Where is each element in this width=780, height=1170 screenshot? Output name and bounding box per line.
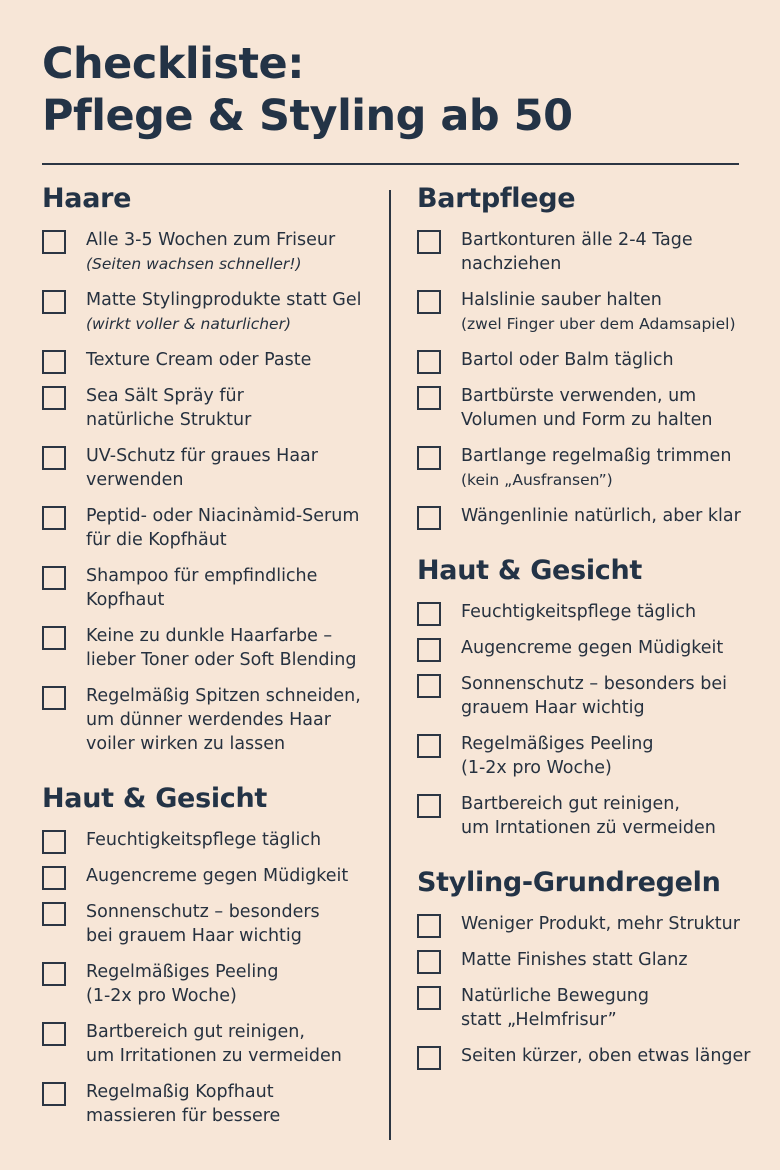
checkbox[interactable] <box>42 446 66 470</box>
checkbox[interactable] <box>42 686 66 710</box>
checkbox[interactable] <box>417 986 441 1010</box>
checklist-item[interactable] <box>42 624 382 672</box>
checklist-item[interactable] <box>42 384 382 432</box>
checkbox[interactable] <box>42 566 66 590</box>
item-text-line-1: Regelmäßig Spitzen schneiden, <box>86 686 361 706</box>
checklist-item[interactable] <box>42 444 382 492</box>
item-text-line-2: natürliche Struktur <box>86 410 252 430</box>
item-note: (Seiten wachsen schneller!) <box>86 255 302 273</box>
item-text-line-2: massieren für bessere <box>86 1106 281 1126</box>
right-column <box>417 182 757 1080</box>
item-text: Feuchtigkeitspflege täglich <box>461 602 697 622</box>
item-text-line-1: Bartkonturen älle 2-4 Tage <box>461 230 693 250</box>
checklist-item[interactable] <box>417 504 757 528</box>
checkbox[interactable] <box>417 1046 441 1070</box>
checklist-item[interactable] <box>417 912 757 936</box>
item-text: Weniger Produkt, mehr Struktur <box>461 914 740 934</box>
item-text-line-2: (1-2x pro Woche) <box>86 986 237 1006</box>
item-text-line-3: voiler wirken zu lassen <box>86 734 286 754</box>
checklist-item[interactable] <box>417 444 757 492</box>
checklist-item[interactable] <box>417 792 757 840</box>
column-divider <box>389 190 391 1140</box>
item-text-line-2: Kopfhaut <box>86 590 165 610</box>
item-text-line-2: um dünner werdendes Haar <box>86 710 331 730</box>
item-text-line-1: UV-Schutz für graues Haar <box>86 446 318 466</box>
checkbox[interactable] <box>417 350 441 374</box>
title-rule <box>42 163 739 165</box>
item-text-line-2: grauem Haar wichtig <box>461 698 645 718</box>
item-text-line-2: bei grauem Haar wichtig <box>86 926 302 946</box>
item-text-line-1: Bartbereich gut reinigen, <box>461 794 680 814</box>
checkbox[interactable] <box>417 386 441 410</box>
item-text-line-2: lieber Toner oder Soft Blending <box>86 650 357 670</box>
item-text: Seiten kürzer, oben etwas länger <box>461 1046 751 1066</box>
item-text-line-1: Regelmäßiges Peeling <box>461 734 654 754</box>
left-column <box>42 182 382 1140</box>
section-title-haare: Haare <box>42 183 132 214</box>
item-text: Alle 3-5 Wochen zum Friseur <box>86 230 336 250</box>
checklist-item[interactable] <box>417 228 757 276</box>
checklist-item[interactable] <box>42 864 382 888</box>
checkbox[interactable] <box>417 290 441 314</box>
item-note: (zwel Finger uber dem Adamsapiel) <box>461 315 736 333</box>
checklist-item[interactable] <box>417 732 757 780</box>
checkbox[interactable] <box>417 230 441 254</box>
item-text-line-1: Sea Sält Spräy für <box>86 386 244 406</box>
checkbox[interactable] <box>417 950 441 974</box>
item-text: Bartol oder Balm täglich <box>461 350 674 370</box>
item-text-line-1: Sonnenschutz – besonders bei <box>461 674 727 694</box>
checkbox[interactable] <box>42 506 66 530</box>
item-text-line-1: Bartbürste verwenden, um <box>461 386 697 406</box>
title-line-2: Pflege & Styling ab 50 <box>42 91 573 141</box>
title-line-1: Checkliste: <box>42 39 304 89</box>
item-text-line-2: (1-2x pro Woche) <box>461 758 612 778</box>
section-title-haut-right: Haut & Gesicht <box>417 555 643 586</box>
checklist-item[interactable] <box>42 1020 382 1068</box>
item-text: Augencreme gegen Müdigkeit <box>461 638 724 658</box>
checklist-item[interactable] <box>42 684 382 756</box>
item-text-line-1: Peptid- oder Niacinàmid-Serum <box>86 506 360 526</box>
checklist-item[interactable] <box>42 228 382 276</box>
item-text-line-1: Keine zu dunkle Haarfarbe – <box>86 626 333 646</box>
checkbox[interactable] <box>42 902 66 926</box>
checklist-item[interactable] <box>42 960 382 1008</box>
checklist-item[interactable] <box>42 900 382 948</box>
checklist-item[interactable] <box>417 1044 757 1068</box>
item-note: (kein „Ausfransen”) <box>461 471 613 489</box>
item-text: Matte Stylingprodukte statt Gel <box>86 290 362 310</box>
checkbox[interactable] <box>42 350 66 374</box>
checklist-item[interactable] <box>417 288 757 336</box>
item-text: Wängenlinie natürlich, aber klar <box>461 506 741 526</box>
item-text: Matte Finishes statt Glanz <box>461 950 688 970</box>
checklist-item[interactable] <box>417 348 757 372</box>
item-text-line-2: Volumen und Form zu halten <box>461 410 713 430</box>
checklist-item[interactable] <box>417 948 757 972</box>
checklist-item[interactable] <box>417 672 757 720</box>
checkbox[interactable] <box>417 734 441 758</box>
checkbox[interactable] <box>42 290 66 314</box>
checkbox[interactable] <box>417 602 441 626</box>
checkbox[interactable] <box>417 446 441 470</box>
checklist-item[interactable] <box>417 636 757 660</box>
item-note: (wirkt voller & naturlicher) <box>86 315 292 333</box>
checkbox[interactable] <box>42 1022 66 1046</box>
checklist-item[interactable] <box>417 384 757 432</box>
checklist-item[interactable] <box>417 984 757 1032</box>
checkbox[interactable] <box>42 626 66 650</box>
checklist-item[interactable] <box>417 600 757 624</box>
item-text-line-1: Regelmäßiges Peeling <box>86 962 279 982</box>
checkbox[interactable] <box>417 638 441 662</box>
item-text: Halslinie sauber halten <box>461 290 662 310</box>
checkbox[interactable] <box>42 962 66 986</box>
checklist-item[interactable] <box>42 288 382 336</box>
item-text-line-2: um Irntationen zü vermeiden <box>461 818 716 838</box>
checkbox[interactable] <box>417 674 441 698</box>
page-title <box>42 38 573 142</box>
checklist-item[interactable] <box>42 828 382 852</box>
item-text: Feuchtigkeitspflege täglich <box>86 830 322 850</box>
section-title-bartpflege: Bartpflege <box>417 183 576 214</box>
item-text-line-1: Bartbereich gut reinigen, <box>86 1022 305 1042</box>
item-text-line-1: Natürliche Bewegung <box>461 986 649 1006</box>
item-text-line-2: um Irritationen zu vermeiden <box>86 1046 342 1066</box>
checkbox[interactable] <box>42 1082 66 1106</box>
section-title-styling: Styling-Grundregeln <box>417 867 721 898</box>
checklist-item[interactable] <box>42 1080 382 1128</box>
checklist-item[interactable] <box>42 348 382 372</box>
checkbox[interactable] <box>42 386 66 410</box>
item-text-line-1: Sonnenschutz – besonders <box>86 902 320 922</box>
checkbox[interactable] <box>42 866 66 890</box>
checklist-item[interactable] <box>42 504 382 552</box>
item-text: Texture Cream oder Paste <box>86 350 312 370</box>
item-text-line-2: nachziehen <box>461 254 562 274</box>
checkbox[interactable] <box>42 230 66 254</box>
checklist-item[interactable] <box>42 564 382 612</box>
item-text-line-1: Shampoo für empfindliche <box>86 566 318 586</box>
item-text-line-2: für die Kopfhäut <box>86 530 227 550</box>
checkbox[interactable] <box>417 506 441 530</box>
checkbox[interactable] <box>417 914 441 938</box>
item-text-line-2: statt „Helmfrisur” <box>461 1010 617 1030</box>
checkbox[interactable] <box>42 830 66 854</box>
section-title-haut-left: Haut & Gesicht <box>42 783 268 814</box>
item-text-line-1: Regelmaßig Kopfhaut <box>86 1082 274 1102</box>
item-text-line-2: verwenden <box>86 470 184 490</box>
item-text: Augencreme gegen Müdigkeit <box>86 866 349 886</box>
checkbox[interactable] <box>417 794 441 818</box>
item-text: Bartlange regelmaßig trimmen <box>461 446 732 466</box>
